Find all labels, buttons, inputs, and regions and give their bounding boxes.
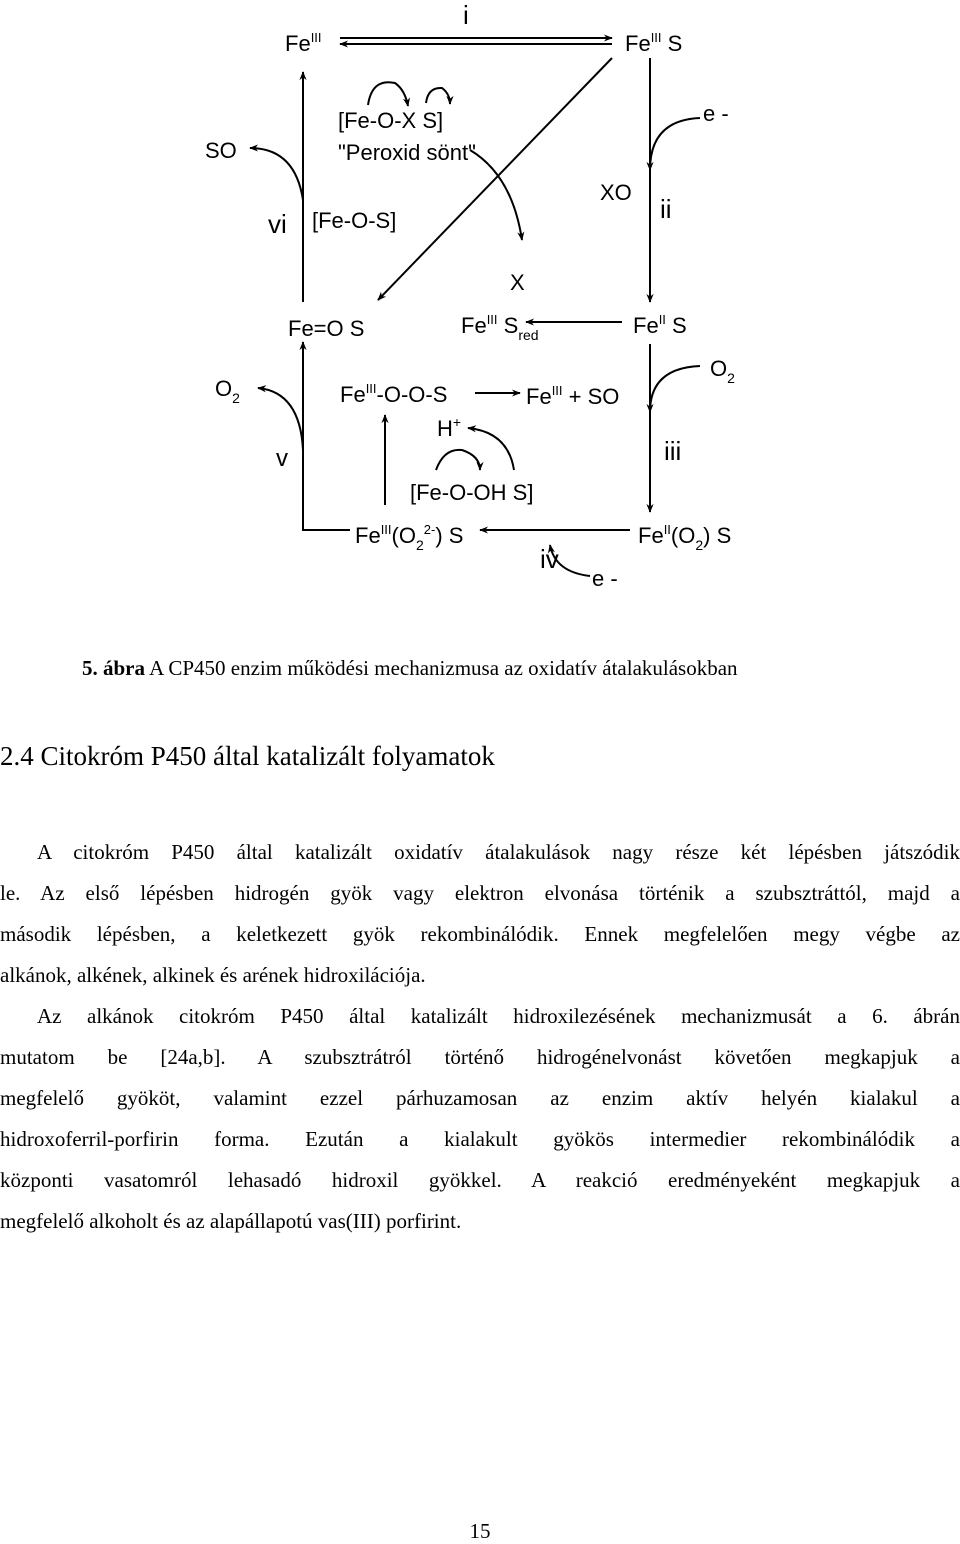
step-iv-label: iv [540,544,559,574]
h-plus-label: H+ [437,414,462,441]
o2-uptake-curve [650,366,700,412]
fe2-o2-s-label: $Fe^{II}(O_2)$ S [638,522,732,553]
electron-1-curve [650,118,700,170]
so-release-curve [250,148,303,200]
h-plus-curve [468,428,514,470]
fe-o-oh-s-label: [Fe-O-OH S] [410,480,534,505]
fe2-s-label: $Fe^{II}$ S [633,312,687,338]
fe-oxo-s-label: Fe=O S [288,316,365,341]
fe-o-x-s-label: [Fe-O-X S] [338,108,444,133]
shunt-curve-1 [368,82,408,106]
peroxid-sont-label: "Peroxid sönt" [338,140,476,165]
paragraph-line: második lépésben, a keletkezett gyök rekombinálódik. Ennek megfelelően megy végbe az [0,922,960,946]
step-v-arrow [303,342,350,530]
paragraph-line: megfelelő gyököt, valamint ezzel párhuzamosan az enzim aktív helyén kialakul a [0,1086,960,1110]
page-number: 15 [469,1519,491,1543]
electron-2-label: e - [592,566,618,591]
diagonal-arrow [378,58,612,300]
step-i-label: i [463,0,469,30]
step-iii-label: iii [664,436,682,466]
fe3-o2-s-label: $Fe^{III}(O_2^{2-})$ S [355,522,464,553]
shunt-curve-2 [426,88,450,104]
fe3-o-o-s-label: $Fe^{III}-O-O-S$ [340,381,448,407]
fe3-s-red-label: $Fe^{III}$ $S_{red}$ [461,312,539,343]
fe3-s-top-right: $Fe^{III}$ S [625,30,683,56]
step-ii-label: ii [660,194,672,224]
x-curve [470,150,522,240]
caption-number: 5. ábra [82,656,145,680]
hydroperoxo-curve [436,450,480,470]
paragraph-line: le. Az első lépésben hidrogén gyök vagy elektron elvonása történik a szubsztráttól, majd a [0,881,960,905]
caption-text: A CP450 enzim működési mechanizmusa az oxidatív átalakulásokban [145,656,738,680]
electron-1-label: e - [703,101,729,126]
o2-right-label: $O_2$ [710,356,735,386]
figure-caption [82,656,738,681]
paragraph-line: megfelelő alkoholt és az alapállapotú vas(III) porfirint. [0,1209,462,1233]
xo-label: XO [600,180,632,205]
mechanism-diagram [0,0,960,600]
paragraph-line: A citokróm P450 által katalizált oxidatív átalakulások nagy része két lépésben játszódik [37,840,960,864]
paragraph-line: hidroxoferril-porfirin forma. Ezután a kialakult gyökös intermedier rekombinálódik a [0,1127,960,1151]
section-heading: 2.4 Citokróm P450 által katalizált folyamatok [0,741,495,771]
so-label: SO [205,138,237,163]
paragraph-line: mutatom be [24a,b]. A szubsztrátról történő hidrogénelvonást követően megkapjuk a [0,1045,960,1069]
paragraph-line: Az alkánok citokróm P450 által katalizált hidroxilezésének mechanizmusát a 6. ábrán [37,1004,960,1028]
o2-left-label: $O_2$ [215,376,240,406]
step-vi-label: vi [268,209,287,239]
o2-release-curve [258,388,303,450]
paragraph-line: központi vasatomról lehasadó hidroxil gyökkel. A reakció eredményeként megkapjuk a [0,1168,960,1192]
step-v-label: v [276,445,288,472]
x-label: X [510,270,525,295]
paragraph-line: alkánok, alkének, alkinek és arének hidroxilációja. [0,963,426,987]
paragraph-2 [0,996,960,1242]
fe3-top-left: $Fe^{III}$ [285,30,322,56]
paragraph-1 [0,832,960,996]
fe3-plus-so-label: $Fe^{III}$ + SO [526,383,620,409]
fe-o-s-label: [Fe-O-S] [312,208,397,233]
